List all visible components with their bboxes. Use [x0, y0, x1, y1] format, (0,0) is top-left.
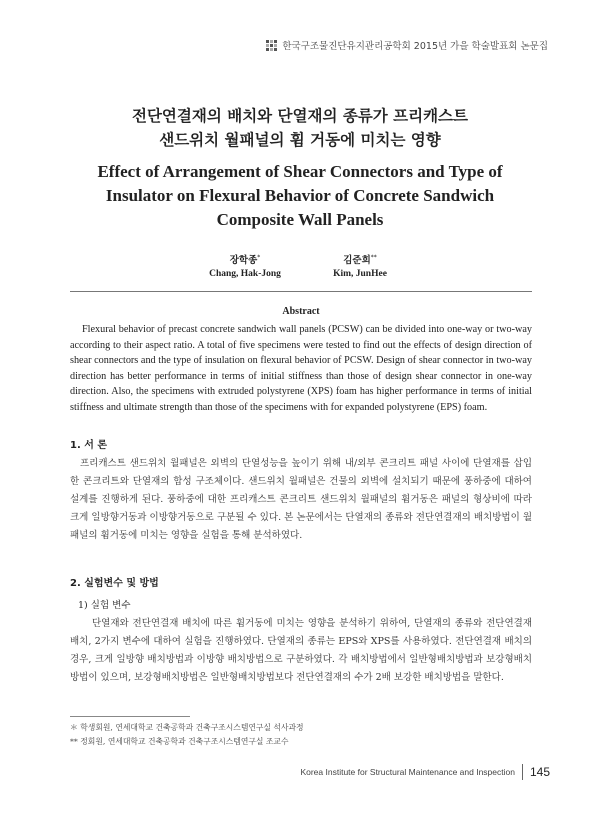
abstract-divider: [70, 291, 532, 292]
author-1-name-en: Chang, Hak-Jong: [209, 269, 281, 279]
section-2-subheading: 1) 실험 변수: [78, 600, 131, 611]
author-2-name-ko: 김준희: [343, 255, 371, 266]
korean-title-line-1: 전단연결재의 배치와 단열재의 종류가 프리캐스트: [131, 107, 469, 125]
footnote-1: ＊ 학생회원, 연세대학교 건축공학과 건축구조시스템연구실 석사과정: [70, 723, 304, 732]
section-2-text: 단열재와 전단연결재 배치에 따른 휨거동에 미치는 영향을 분석하기 위하여, 단열재의 종류와 전단연결재 배치, 2가지 변수에 대하여 실험을 진행하였다. 단열재의 종류는 EPS와 XPS를 사용하였다. 전단연결재 배치의 경우, 크게 일방향 배치방법과 이방향 배치방법으로 구분하였다. 각 배치방법에서 일반형배치방법과 보강형배치방법이 있으며, 보강형배치방법은 일반형배치방법보다 전단연결재의 수가 2배 보강한 배치방법을 말한다.: [70, 618, 532, 683]
author-2-name-en: Kim, JunHee: [333, 269, 387, 279]
page-number: 145: [529, 765, 550, 779]
section-2-heading: 2. 실험변수 및 방법: [70, 578, 159, 589]
english-title-line-1: Effect of Arrangement of Shear Connectors and Type of: [97, 162, 503, 181]
footnote-rule: [70, 716, 190, 717]
section-1-text: 프리캐스트 샌드위치 월패널은 외벽의 단열성능을 높이기 위해 내/외부 콘크리트 패널 사이에 단열재를 삽입한 콘크리트와 단열재의 합성 구조체이다. 샌드위치 월패널은 건물의 외벽에 설치되기 때문에 풍하중에 대하여 설계를 진행하게 된다. 풍하중에 대한 프리캐스트 콘크리트 샌드위치 월패널의 휨거동은 패널의 형상비에 따라 크게 일방향거동과 이방향거동으로 구분될 수 있다. 본 논문에서는 단열재의 종류와 전단연결재의 배치방법이 월패널의 휨거동에 미치는 영향을 실험을 통해 분석하였다.: [70, 458, 532, 541]
korean-title: [40, 104, 560, 152]
society-logo-icon: [266, 40, 277, 51]
section-1-heading: 1. 서 론: [70, 440, 108, 451]
author-1: [200, 252, 290, 279]
author-2: [315, 252, 405, 279]
page-footer: [300, 764, 550, 780]
footer-separator: [522, 764, 523, 780]
running-header: [266, 38, 548, 52]
abstract-text: Flexural behavior of precast concrete sandwich wall panels (PCSW) can be divided into one-way or two-way according to their aspect ratio. A total of five specimens were tested to find out the effects of design direction of shear connectors and the type of insulation on flexural behavior of PCSW. Design of shear connector in two-way direction has better performance in terms of initial stiffness than those of design shear connector in one-way direction. Also, the specimens with extruded polystyrene (XPS) foam has higher performance in terms of initial stiffness and ultimate strength than those of the specimens with for expanded polystyrene (EPS) foam.: [70, 324, 532, 413]
english-title: [40, 160, 560, 232]
footnote-2: ** 정회원, 연세대학교 건축공학과 건축구조시스템연구실 조교수: [70, 737, 289, 746]
english-title-line-2: Insulator on Flexural Behavior of Concrete Sandwich: [105, 186, 495, 205]
abstract-heading: Abstract: [282, 306, 320, 317]
author-2-mark: **: [370, 253, 377, 261]
author-1-name-ko: 장학종: [229, 255, 258, 266]
korean-title-line-2: 샌드위치 월패널의 휨 거동에 미치는 영향: [159, 131, 441, 149]
footer-journal: Korea Institute for Structural Maintenance and Inspection: [300, 767, 515, 777]
running-header-text: 한국구조물진단유지관리공학회 2015년 가을 학술발표회 논문집: [282, 41, 548, 52]
english-title-line-3: Composite Wall Panels: [216, 210, 384, 229]
author-1-mark: *: [257, 253, 261, 261]
